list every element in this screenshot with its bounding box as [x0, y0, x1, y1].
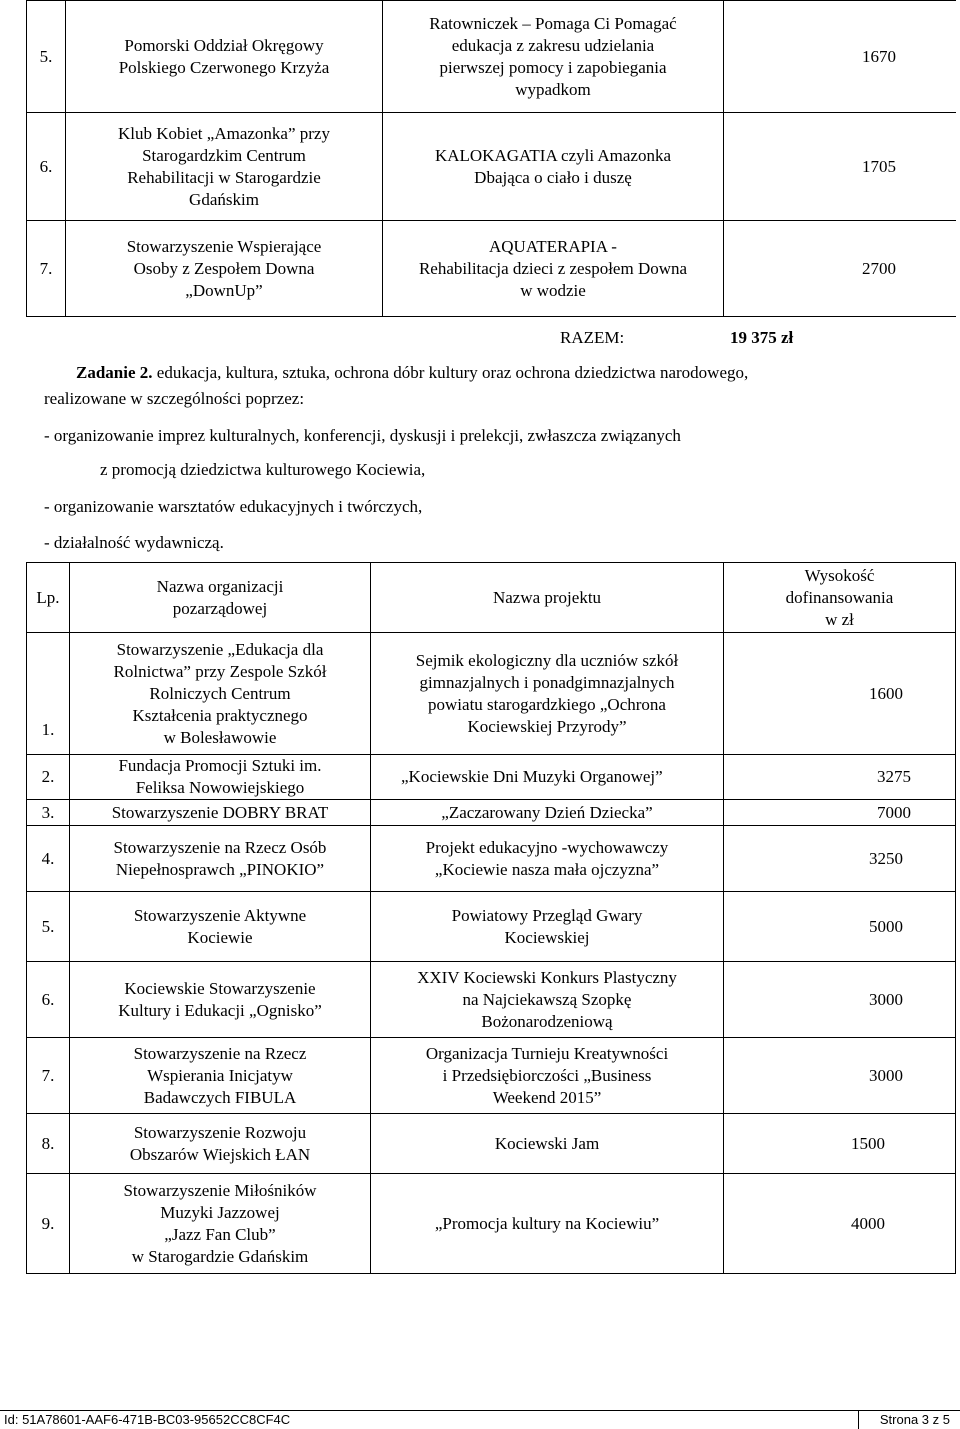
header-line: Nazwa organizacji — [156, 576, 284, 596]
total-value: 19 375 zł — [730, 328, 794, 347]
org-line: Kociewie — [187, 927, 253, 947]
table-row — [27, 755, 956, 800]
total-label: RAZEM: — [560, 328, 625, 347]
header-lp: Lp. — [27, 563, 70, 633]
org-line: Klub Kobiet „Amazonka” przy — [118, 123, 330, 143]
row-amount: 7000 — [724, 800, 956, 826]
row-project — [371, 1114, 724, 1174]
proj-line: gimnazjalnych i ponadgimnazjalnych — [419, 672, 675, 692]
proj-line: „Kociewskie Dni Muzyki Organowej” — [401, 767, 663, 786]
header-line: Wysokość — [804, 565, 875, 585]
header-organization — [70, 563, 371, 633]
row-lp: 5. — [27, 1, 66, 113]
org-line: „DownUp” — [185, 280, 263, 300]
org-line: Starogardzkim Centrum — [142, 145, 306, 165]
row-project — [371, 800, 724, 826]
row-amount: 3275 — [724, 755, 956, 800]
row-lp: 8. — [27, 1114, 70, 1174]
header-amount — [724, 563, 956, 633]
proj-line: Dbająca o ciało i duszę — [474, 167, 632, 187]
org-line: w Bolesławowie — [163, 727, 277, 747]
page-footer — [0, 1410, 960, 1429]
table-row — [27, 221, 957, 317]
row-organization — [70, 892, 371, 962]
row-project — [371, 962, 724, 1038]
table-row — [27, 1114, 956, 1174]
header-project: Nazwa projektu — [371, 563, 724, 633]
org-line: Wspierania Inicjatyw — [147, 1065, 293, 1085]
task-bullet: - organizowanie imprez kulturalnych, konferencji, dyskusji i prelekcji, zwłaszcza związanych — [44, 426, 681, 445]
task-title: Zadanie 2. — [76, 363, 153, 382]
header-line: w zł — [825, 609, 854, 629]
row-project — [383, 113, 724, 221]
row-amount: 3000 — [724, 1038, 956, 1114]
org-line: Obszarów Wiejskich ŁAN — [129, 1144, 311, 1164]
row-lp: 9. — [27, 1174, 70, 1274]
header-line: dofinansowania — [785, 587, 894, 607]
row-amount: 4000 — [724, 1174, 956, 1274]
org-line: Muzyki Jazzowej — [160, 1202, 280, 1222]
proj-line: Ratowniczek – Pomaga Ci Pomagać — [429, 13, 677, 33]
org-line: Stowarzyszenie Wspierające — [126, 236, 322, 256]
proj-line: „Kociewie nasza mała ojczyzna” — [434, 859, 660, 879]
org-line: Osoby z Zespołem Downa — [133, 258, 315, 278]
proj-line: powiatu starogardzkiego „Ochrona — [428, 694, 666, 714]
proj-line: XXIV Kociewski Konkurs Plastyczny — [417, 967, 677, 987]
row-project — [371, 1038, 724, 1114]
row-organization — [66, 1, 383, 113]
proj-line: Kociewskiej — [504, 927, 590, 947]
row-project — [371, 1174, 724, 1274]
row-organization — [70, 1174, 371, 1274]
row-organization — [70, 755, 371, 800]
org-line: Rehabilitacji w Starogardzie — [127, 167, 321, 187]
row-project — [371, 633, 724, 755]
proj-line: Weekend 2015” — [492, 1087, 602, 1107]
row-amount: 1670 — [724, 1, 957, 113]
row-amount: 1705 — [724, 113, 957, 221]
row-lp: 4. — [27, 826, 70, 892]
table-row — [27, 962, 956, 1038]
row-amount: 1500 — [724, 1114, 956, 1174]
table-row — [27, 1174, 956, 1274]
org-line: Stowarzyszenie na Rzecz Osób — [113, 837, 327, 857]
org-line: Rolnictwa” przy Zespole Szkół — [113, 661, 327, 681]
row-amount: 1600 — [724, 633, 956, 755]
org-line: Stowarzyszenie Rozwoju — [133, 1122, 307, 1142]
proj-line: „Zaczarowany Dzień Dziecka” — [441, 802, 653, 822]
table-row — [27, 892, 956, 962]
table-row — [27, 633, 956, 755]
row-organization — [66, 221, 383, 317]
proj-line: na Najciekawszą Szopkę — [462, 989, 632, 1009]
task-bullet: - działalność wydawniczą. — [44, 533, 224, 552]
org-line: Badawczych FIBULA — [143, 1087, 297, 1107]
row-lp: 6. — [27, 113, 66, 221]
proj-line: pierwszej pomocy i zapobiegania — [439, 57, 667, 77]
table-row — [27, 1, 957, 113]
page-number: Strona 3 z 5 — [879, 1412, 950, 1427]
org-line: Stowarzyszenie DOBRY BRAT — [111, 802, 329, 822]
row-lp: 1. — [27, 633, 70, 755]
org-line: Fundacja Promocji Sztuki im. — [118, 756, 322, 775]
proj-line: AQUATERAPIA - — [489, 236, 617, 256]
org-line: Pomorski Oddział Okręgowy — [124, 35, 324, 55]
total-row — [560, 328, 940, 352]
row-lp: 7. — [27, 1038, 70, 1114]
row-project — [371, 892, 724, 962]
org-line: Stowarzyszenie „Edukacja dla — [116, 639, 324, 659]
row-amount: 3000 — [724, 962, 956, 1038]
row-organization — [70, 633, 371, 755]
org-line: Kultury i Edukacji „Ognisko” — [118, 1000, 322, 1020]
org-line: Feliksa Nowowiejskiego — [135, 778, 305, 797]
row-project — [371, 755, 724, 800]
row-organization — [70, 826, 371, 892]
org-line: Kształcenia praktycznego — [132, 705, 308, 725]
proj-line: Powiatowy Przegląd Gwary — [451, 905, 643, 925]
row-lp: 5. — [27, 892, 70, 962]
row-organization — [70, 962, 371, 1038]
row-project — [383, 221, 724, 317]
row-project — [383, 1, 724, 113]
row-organization — [70, 800, 371, 826]
org-line: Kociewskie Stowarzyszenie — [124, 978, 316, 998]
proj-line: Rehabilitacja dzieci z zespołem Downa — [418, 258, 688, 278]
task-description-line2: realizowane w szczególności poprzez: — [44, 389, 305, 408]
row-amount: 2700 — [724, 221, 957, 317]
row-lp: 2. — [27, 755, 70, 800]
proj-line: i Przedsiębiorczości „Business — [442, 1065, 652, 1085]
proj-line: KALOKAGATIA czyli Amazonka — [434, 145, 672, 165]
task-heading-line — [76, 362, 748, 384]
proj-line: Projekt edukacyjno -wychowawczy — [425, 837, 669, 857]
row-organization — [70, 1114, 371, 1174]
proj-line: Organizacja Turnieju Kreatywności — [425, 1043, 669, 1063]
row-lp: 3. — [27, 800, 70, 826]
proj-line: Kociewski Jam — [494, 1133, 600, 1153]
task-bullet: - organizowanie warsztatów edukacyjnych i twórczych, — [44, 497, 423, 516]
row-amount: 5000 — [724, 892, 956, 962]
org-line: w Starogardzie Gdańskim — [131, 1246, 309, 1266]
org-line: Stowarzyszenie Aktywne — [133, 905, 307, 925]
proj-line: Kociewskiej Przyrody” — [467, 716, 627, 736]
document-id: Id: 51A78601-AAF6-471B-BC03-95652CC8CF4C — [4, 1412, 291, 1427]
proj-line: Sejmik ekologiczny dla uczniów szkół — [415, 650, 679, 670]
org-line: Rolniczych Centrum — [149, 683, 291, 703]
task-bullet: z promocją dziedzictwa kulturowego Kociewia, — [100, 460, 426, 479]
org-line: Stowarzyszenie na Rzecz — [133, 1043, 307, 1063]
table-row — [27, 1038, 956, 1114]
header-line: pozarządowej — [172, 598, 268, 618]
table-row — [27, 113, 957, 221]
row-project — [371, 826, 724, 892]
row-organization — [70, 1038, 371, 1114]
table-header-row — [27, 563, 956, 633]
proj-line: wypadkom — [515, 79, 591, 99]
proj-line: „Promocja kultury na Kociewiu” — [434, 1213, 660, 1233]
proj-line: w wodzie — [520, 280, 586, 300]
row-organization — [66, 113, 383, 221]
org-line: „Jazz Fan Club” — [164, 1224, 276, 1244]
table-organizations-part1 — [26, 0, 956, 317]
org-line: Gdańskim — [189, 189, 259, 209]
row-amount: 3250 — [724, 826, 956, 892]
table-row — [27, 826, 956, 892]
org-line: Polskiego Czerwonego Krzyża — [118, 57, 330, 77]
table-organizations-task2 — [26, 562, 956, 1274]
footer-divider — [858, 1411, 859, 1429]
org-line: Stowarzyszenie Miłośników — [123, 1180, 317, 1200]
task-description: edukacja, kultura, sztuka, ochrona dóbr kultury oraz ochrona dziedzictwa narodowego, — [152, 363, 749, 382]
org-line: Niepełnosprawch „PINOKIO” — [115, 859, 325, 879]
proj-line: edukacja z zakresu udzielania — [451, 35, 655, 55]
row-lp: 7. — [27, 221, 66, 317]
proj-line: Bożonarodzeniową — [481, 1011, 613, 1031]
row-lp: 6. — [27, 962, 70, 1038]
table-row — [27, 800, 956, 826]
